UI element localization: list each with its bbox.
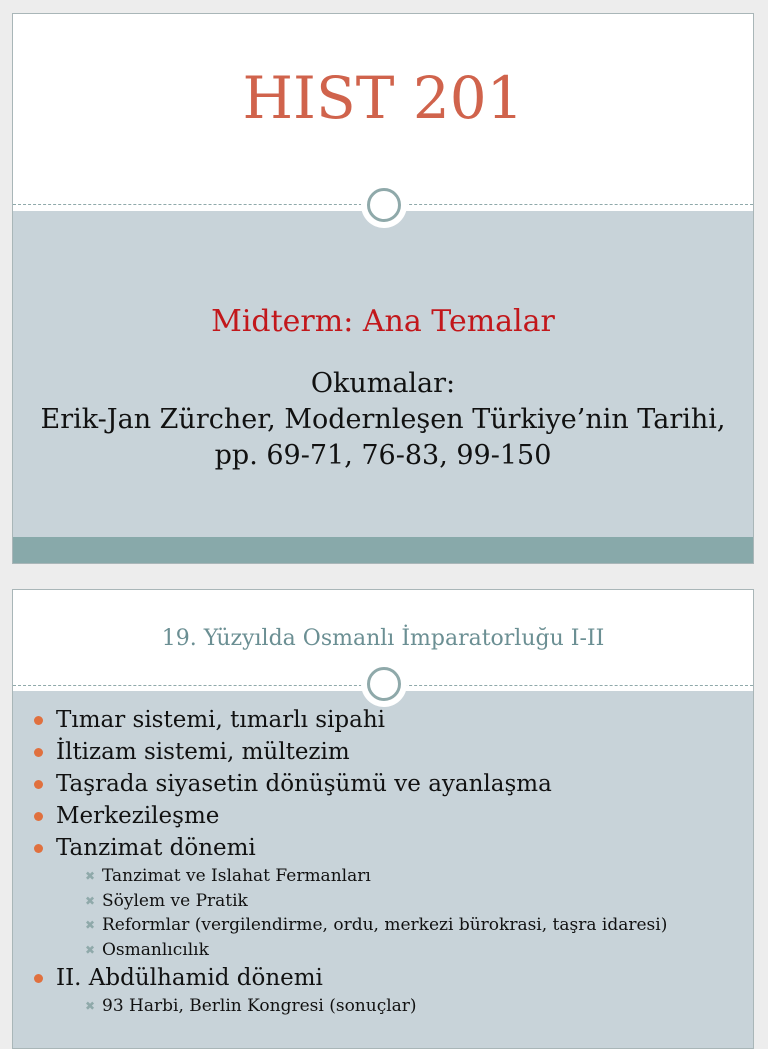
list-item: Tanzimat dönemi (33, 832, 667, 864)
sub-bullet-icon: ✖ (85, 918, 96, 932)
ring-ornament-icon (361, 182, 407, 228)
list-item: Merkezileşme (33, 800, 667, 832)
footer-band (13, 537, 753, 564)
sub-bullet-icon: ✖ (85, 942, 96, 957)
bullet-dot-icon (34, 974, 43, 983)
bullet-dot-icon (34, 780, 43, 789)
sub-bullet-icon: ✖ (85, 999, 96, 1013)
sub-list-item: ✖ Osmanlıcılık (33, 938, 667, 963)
readings-line: Okumalar: (310, 368, 456, 399)
bullet-list (33, 704, 667, 1019)
sub-bullet-icon: ✖ (85, 893, 96, 908)
readings-text (13, 366, 753, 474)
sub-list-item: ✖ Tanzimat ve Islahat Fermanları (33, 864, 667, 889)
sub-list-item: ✖ Söylem ve Pratik (33, 889, 667, 914)
list-item: İltizam sistemi, mültezim (33, 736, 667, 768)
slide-title: 19. Yüzyılda Osmanlı İmparatorluğu I-II (161, 626, 605, 651)
content-slide (12, 589, 754, 1049)
list-item: Taşrada siyasetin dönüşümü ve ayanlaşma (33, 768, 667, 800)
sub-bullet-icon: ✖ (85, 869, 96, 883)
bullet-dot-icon (34, 812, 43, 821)
ring-ornament-icon (361, 661, 407, 707)
readings-line: pp. 69-71, 76-83, 99-150 (214, 440, 552, 471)
title-slide (12, 13, 754, 564)
bullet-dot-icon (34, 844, 43, 853)
title-area (13, 14, 753, 204)
slide-subtitle: Midterm: Ana Temalar (211, 304, 555, 339)
bullet-dot-icon (34, 748, 43, 757)
slide-title: HIST 201 (242, 64, 524, 132)
bullet-dot-icon (34, 716, 43, 725)
readings-line: Erik-Jan Zürcher, Modernleşen Türkiye’nin Tarihi, (40, 404, 726, 435)
sub-list-item: ✖ 93 Harbi, Berlin Kongresi (sonuçlar) (33, 994, 667, 1019)
sub-list-item: ✖ Reformlar (vergilendirme, ordu, merkezi bürokrasi, taşra idaresi) (33, 913, 667, 938)
list-item: Tımar sistemi, tımarlı sipahi (33, 704, 667, 736)
list-item: II. Abdülhamid dönemi (33, 962, 667, 994)
